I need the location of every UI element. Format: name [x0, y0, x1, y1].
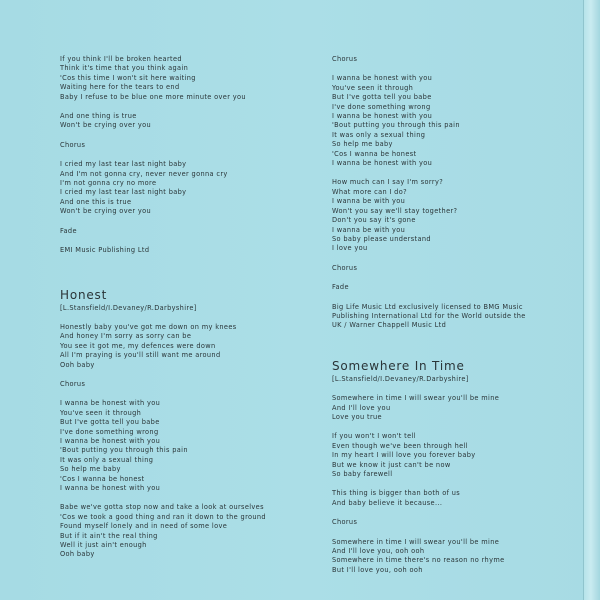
lyric-line: And one thing is true — [60, 112, 137, 121]
lyric-line: I've done something wrong — [332, 102, 431, 111]
one-thing-verse — [60, 112, 325, 131]
lyric-line: But I've gotta tell you babe — [60, 418, 160, 427]
lyric-line: And baby believe it because... — [332, 498, 443, 507]
lyric-line: You see it got me, my defences were down — [60, 341, 216, 350]
lyric-line: I wanna be honest with you — [332, 74, 433, 83]
lyric-line: Love you true — [332, 412, 382, 421]
lyric-line: It was only a sexual thing — [60, 455, 154, 464]
lyric-line: 'Cos I wanna be honest — [60, 474, 145, 483]
lyric-line: Baby I refuse to be blue one more minute over you — [60, 92, 246, 101]
lyric-line: Well it just ain't enough — [60, 541, 147, 550]
chorus-label: Chorus — [332, 263, 358, 272]
lyric-line: How much can I say I'm sorry? — [332, 178, 444, 187]
lyric-line: I wanna be honest with you — [60, 399, 161, 408]
lyric-line: I wanna be honest with you — [332, 159, 433, 168]
honest-chorus-repeat — [332, 74, 587, 168]
lyric-line: This thing is bigger than both of us — [332, 489, 461, 498]
lyric-line: And I'll love you, ooh ooh — [332, 547, 425, 556]
lyric-line: If you think I'll be broken hearted — [60, 55, 182, 63]
lyric-line: I love you — [332, 244, 368, 253]
lyric-line: I wanna be honest with you — [332, 112, 433, 121]
lyric-line: 'Cos we took a good thing and ran it down to the ground — [60, 512, 266, 521]
sorry-verse — [332, 178, 587, 253]
lyric-line: Somewhere in time I will swear you'll be mine — [332, 537, 500, 546]
publisher-credit: Publishing International Ltd for the World outside the — [332, 311, 526, 320]
lyric-line: And one this is true — [60, 197, 132, 206]
sit-verse-1 — [332, 394, 587, 422]
lyric-line: Won't be crying over you — [60, 121, 152, 130]
lyric-line: Somewhere in time I will swear you'll be mine — [332, 394, 500, 403]
publisher-credit: Big Life Music Ltd exclusively licensed to BMG Music — [332, 302, 523, 311]
lyric-line: I wanna be honest with you — [60, 436, 161, 445]
lyric-line: In my heart I will love you forever baby — [332, 451, 476, 460]
lyric-line: 'Cos this time I won't sit here waiting — [60, 73, 196, 82]
song-credits: [L.Stansfield/I.Devaney/R.Darbyshire] — [332, 374, 469, 383]
honest-chorus — [60, 399, 325, 493]
lyric-line: You've seen it through — [332, 83, 414, 92]
lyric-line: It was only a sexual thing — [332, 130, 426, 139]
lyric-line: But I've gotta tell you babe — [332, 93, 432, 102]
lyric-line: Think it's time that you think again — [60, 64, 189, 73]
right-column — [332, 55, 587, 575]
lyric-line: Won't you say we'll stay together? — [332, 206, 458, 215]
babe-verse — [60, 503, 325, 559]
chorus-label: Chorus — [332, 55, 358, 63]
lyric-line: What more can I do? — [332, 187, 407, 196]
chorus-label: Chorus — [60, 140, 86, 149]
lyric-line: I wanna be with you — [332, 197, 406, 206]
fade-label: Fade — [332, 283, 349, 292]
lyric-line: Somewhere in time there's no reason no rhyme — [332, 556, 505, 565]
lyric-line: I'm not gonna cry no more — [60, 179, 157, 188]
lyric-line: I've done something wrong — [60, 427, 159, 436]
lyric-line: So help me baby — [332, 140, 393, 149]
last-tear-verse — [60, 160, 325, 216]
lyric-line: Waiting here for the tears to end — [60, 83, 180, 92]
lyric-line: So help me baby — [60, 465, 121, 474]
song-credits: [L.Stansfield/I.Devaney/R.Darbyshire] — [60, 303, 197, 312]
lyric-line: Ooh baby — [60, 360, 95, 369]
lyric-line: Babe we've gotta stop now and take a look at ourselves — [60, 503, 264, 512]
left-column — [60, 55, 325, 560]
lyric-line: All I'm praying is you'll still want me around — [60, 351, 221, 360]
lyric-line: 'Bout putting you through this pain — [60, 446, 188, 455]
fade-label: Fade — [60, 226, 77, 235]
sit-verse-2 — [332, 432, 587, 479]
lyric-line: I cried my last tear last night baby — [60, 188, 187, 197]
lyric-line: Don't you say it's gone — [332, 216, 416, 225]
lyric-line: Honestly baby you've got me down on my knees — [60, 322, 237, 331]
intro-verse — [60, 55, 325, 102]
lyric-line: So baby farewell — [332, 470, 393, 478]
lyric-line: Ooh baby — [60, 550, 95, 559]
lyric-line: 'Bout putting you through this pain — [332, 121, 460, 130]
lyric-line: But if it ain't the real thing — [60, 531, 158, 540]
lyric-line: Found myself lonely and in need of some love — [60, 522, 228, 531]
honest-verse — [60, 323, 325, 370]
lyric-line: I cried my last tear last night baby — [60, 160, 187, 169]
lyric-line: I wanna be honest with you — [60, 484, 161, 492]
song-title-somewhere-in-time: Somewhere In Time — [332, 358, 465, 373]
lyric-line: If you won't I won't tell — [332, 432, 416, 441]
publisher-credit: UK / Warner Chappell Music Ltd — [332, 321, 447, 330]
sit-chorus — [332, 538, 587, 576]
publisher-note — [332, 303, 587, 331]
chorus-label: Chorus — [332, 518, 358, 527]
lyric-line: Even though we've been through hell — [332, 441, 468, 450]
lyric-line: You've seen it through — [60, 408, 142, 417]
song-title-honest: Honest — [60, 287, 108, 302]
publisher-credit: EMI Music Publishing Ltd — [60, 246, 150, 255]
lyric-line: 'Cos I wanna be honest — [332, 149, 417, 158]
lyric-line: But we know it just can't be now — [332, 460, 451, 469]
chorus-label: Chorus — [60, 379, 86, 388]
lyric-line: And honey I'm sorry as sorry can be — [60, 332, 192, 341]
lyric-line: And I'm not gonna cry, never never gonna cry — [60, 169, 228, 178]
lyric-line: But I'll love you, ooh ooh — [332, 565, 423, 574]
sit-verse-3 — [332, 489, 587, 508]
lyric-line: And I'll love you — [332, 403, 391, 412]
lyric-line: Won't be crying over you — [60, 207, 152, 216]
lyric-line: I wanna be with you — [332, 225, 406, 234]
lyric-line: So baby please understand — [332, 234, 431, 243]
